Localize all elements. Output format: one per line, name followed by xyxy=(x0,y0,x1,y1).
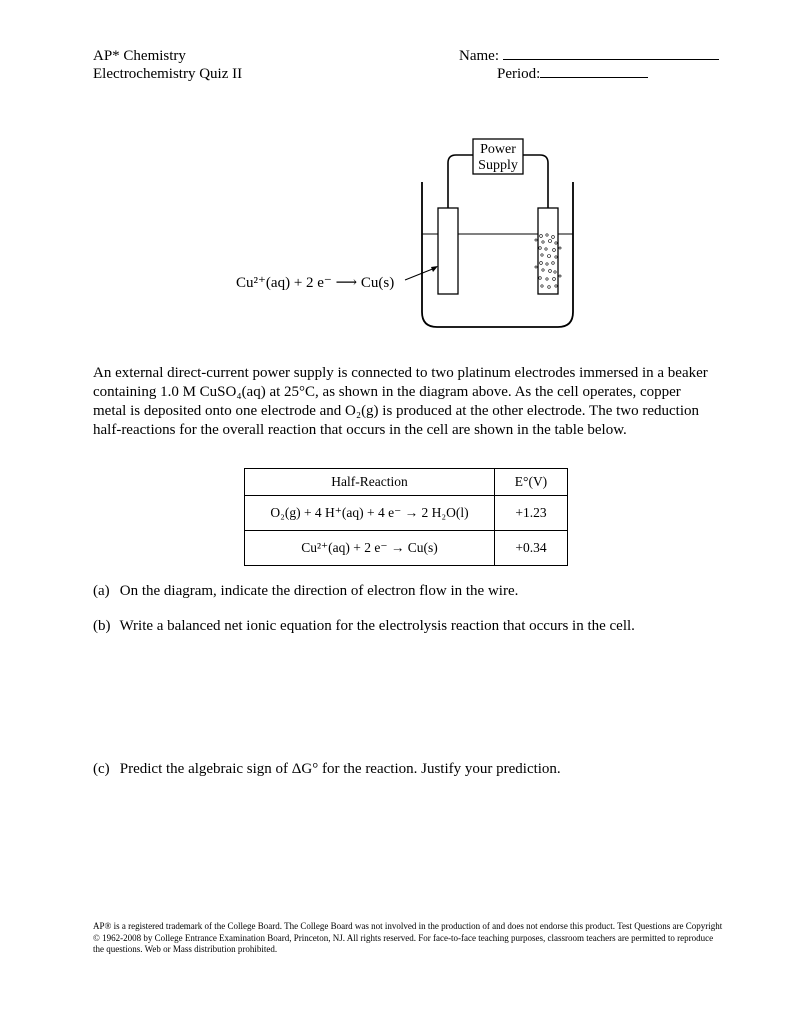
question-c xyxy=(93,760,561,778)
table-header-row xyxy=(245,469,568,496)
question-label: (c) xyxy=(93,761,110,777)
power-supply-label-2: Supply xyxy=(478,158,518,173)
period-label: Period: xyxy=(497,66,541,82)
half-reaction-cell: Cu²⁺(aq) + 2 e⁻ → Cu(s) xyxy=(245,531,495,566)
label-pointer-line xyxy=(405,268,435,280)
electrolysis-cell-diagram xyxy=(220,130,590,340)
question-label: (a) xyxy=(93,583,110,599)
question-b xyxy=(93,617,635,635)
header-half-reaction: Half-Reaction xyxy=(245,469,495,496)
question-text: Predict the algebraic sign of ΔG° for the reaction. Justify your prediction. xyxy=(119,761,561,777)
name-label: Name: xyxy=(459,48,499,64)
quiz-title: Electrochemistry Quiz II xyxy=(93,66,243,82)
half-reaction-cell: O₂(g) + 4 H⁺(aq) + 4 e⁻ → 2 H₂O(l) xyxy=(245,496,495,531)
cathode-equation-label: Cu²⁺(aq) + 2 e⁻ ⟶ Cu(s) xyxy=(236,275,395,291)
half-reaction-table xyxy=(244,468,568,566)
name-field xyxy=(459,48,719,65)
copyright-footer: AP® is a registered trademark of the College Board. The College Board was not involved in the production of and does not endorse this product. Test Questions are Copyright © 1962-2008 by College Entrance Examination Board, Princeton, NJ. All rights reserved. For face-to-face teaching purposes, classroom teachers are permitted to reproduce the questions. Web or Mass distribution prohibited. xyxy=(93,921,723,954)
question-a xyxy=(93,582,518,600)
right-wire xyxy=(523,155,548,208)
question-text: On the diagram, indicate the direction of electron flow in the wire. xyxy=(119,583,519,599)
intro-paragraph: An external direct-current power supply is connected to two platinum electrodes immersed in a beaker containing 1.0 M CuSO₄(aq) at 25°C, as shown in the diagram above. As the cell operates, copper metal is deposited onto one electrode and O₂(g) is produced at the other electrode. The two reduction half-reactions for the overall reaction that occurs in the cell are shown in the table below. xyxy=(93,365,708,438)
left-electrode xyxy=(438,208,458,294)
period-blank xyxy=(540,77,648,78)
period-field xyxy=(497,66,648,83)
power-supply-label-1: Power xyxy=(480,142,516,157)
potential-cell: +1.23 xyxy=(495,496,568,531)
course-title: AP* Chemistry xyxy=(93,48,186,64)
question-label: (b) xyxy=(93,618,111,634)
header-potential: E°(V) xyxy=(495,469,568,496)
left-wire xyxy=(448,155,473,208)
question-text: Write a balanced net ionic equation for the electrolysis reaction that occurs in the cell. xyxy=(119,618,635,634)
name-blank xyxy=(503,59,719,60)
table-row xyxy=(245,531,568,566)
label-pointer-head xyxy=(431,266,438,272)
potential-cell: +0.34 xyxy=(495,531,568,566)
table-row xyxy=(245,496,568,531)
